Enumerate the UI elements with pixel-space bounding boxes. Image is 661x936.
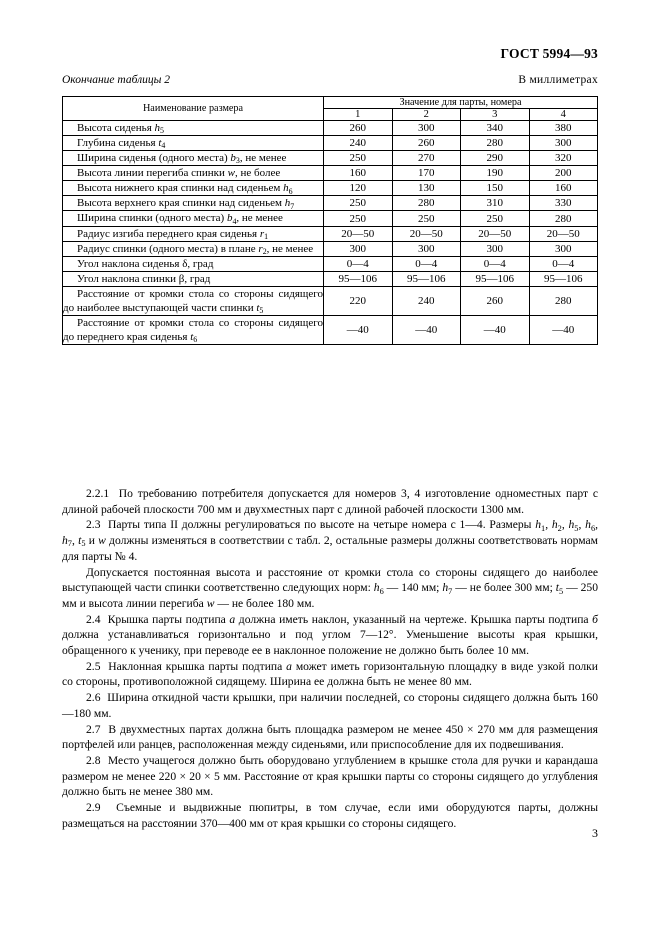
cell-value: 250	[461, 211, 530, 226]
column-header-name: Наименование размера	[63, 97, 324, 121]
cell-value: 190	[461, 166, 530, 181]
body-text-block	[62, 486, 598, 831]
cell-value: 0—4	[324, 256, 393, 271]
cell-value: 380	[529, 121, 598, 136]
cell-value: 290	[461, 151, 530, 166]
cell-value: 0—4	[529, 256, 598, 271]
row-label: Радиус изгиба переднего края сиденья $r_1$	[63, 226, 324, 241]
column-header-number-4: 4	[529, 109, 598, 121]
cell-value: 170	[392, 166, 461, 181]
row-label: Ширина сиденья (одного места) $b_3$, не менее	[63, 151, 324, 166]
cell-value: 120	[324, 181, 393, 196]
cell-value: 300	[461, 241, 530, 256]
row-label: Высота сиденья $h_5$	[63, 121, 324, 136]
paragraph-2.3: 2.3 Парты типа II должны регулироваться по высоте на четыре номера с 1—4. Размеры $h_1$, $h_2$, $h_5$, $h_6$, $h_7$, $t_5$ и w должны изменяться в соответствии с табл. 2, остальные размеры должны соответствовать нормам для парты № 4.	[62, 518, 599, 563]
cell-value: —40	[324, 316, 393, 345]
cell-value: 300	[529, 136, 598, 151]
cell-value: 330	[529, 196, 598, 211]
row-label: Ширина спинки (одного места) $b_4$, не менее	[63, 211, 324, 226]
cell-value: 280	[461, 136, 530, 151]
cell-value: 340	[461, 121, 530, 136]
table-row	[63, 196, 598, 211]
column-header-number-3: 3	[461, 109, 530, 121]
table-header-row-1	[63, 97, 598, 109]
cell-value: —40	[461, 316, 530, 345]
table-row	[63, 271, 598, 286]
row-label: Радиус спинки (одного места) в плане $r_2$, не менее	[63, 241, 324, 256]
cell-value: 240	[324, 136, 393, 151]
cell-value: 250	[324, 151, 393, 166]
table-row	[63, 241, 598, 256]
row-label: Угол наклона сиденья δ, град	[63, 256, 324, 271]
cell-value: 20—50	[324, 226, 393, 241]
page-number: 3	[592, 826, 598, 840]
cell-value: 250	[324, 211, 393, 226]
standard-number-header: ГОСТ 5994—93	[500, 46, 598, 61]
cell-value: 95—106	[392, 271, 461, 286]
table-body	[63, 121, 598, 345]
cell-value: 250	[324, 196, 393, 211]
units-note: В миллиметрах	[518, 74, 598, 86]
cell-value: 260	[461, 286, 530, 315]
row-label: Высота верхнего края спинки над сиденьем $h_7$	[63, 196, 324, 211]
table-row	[63, 211, 598, 226]
paragraph-2.2.1: 2.2.1 По требованию потребителя допускается для номеров 3, 4 изготовление одноместных парт с длиной рабочей плоскости 700 мм и двухместных парт с длиной рабочей плоскости 1300 мм.	[62, 487, 598, 516]
column-header-number-2: 2	[392, 109, 461, 121]
cell-value: 20—50	[529, 226, 598, 241]
column-header-number-1: 1	[324, 109, 393, 121]
row-label: Высота нижнего края спинки над сиденьем $h_6$	[63, 181, 324, 196]
table-caption: Окончание таблицы 2	[62, 74, 170, 86]
cell-value: 20—50	[461, 226, 530, 241]
cell-value: 160	[529, 181, 598, 196]
cell-value: 95—106	[461, 271, 530, 286]
paragraph-2.4: 2.4 Крышка парты подтипа а должна иметь наклон, указанный на чертеже. Крышка парты подтипа б должна устанавливаться горизонтально и под углом 7—12°. Уменьшение высоты края крышки, обращенного к ученику, при переводе ее в наклонное положение не должно быть более 10 мм.	[62, 612, 598, 658]
table-caption-row	[62, 74, 598, 86]
cell-value: 160	[324, 166, 393, 181]
cell-value: 20—50	[392, 226, 461, 241]
cell-value: 95—106	[529, 271, 598, 286]
cell-value: 200	[529, 166, 598, 181]
paragraph-2.7: 2.7 В двухместных партах должна быть площадка размером не менее 450 × 270 мм для размещения портфелей или ранцев, расположенная между сиденьями, или приспособление для их подвешивания.	[62, 722, 598, 752]
cell-value: 220	[324, 286, 393, 315]
table-row	[63, 121, 598, 136]
cell-value: 300	[529, 241, 598, 256]
column-header-group: Значение для парты, номера	[324, 97, 598, 109]
cell-value: 0—4	[461, 256, 530, 271]
table-row	[63, 286, 598, 315]
table-row	[63, 316, 598, 345]
table-row	[63, 226, 598, 241]
dimensions-table	[62, 96, 598, 345]
row-label: Расстояние от кромки стола со стороны сидящего до переднего края сиденья $t_6$	[63, 317, 323, 345]
row-label: Высота линии перегиба спинки w, не более	[63, 166, 324, 181]
cell-value: 280	[529, 286, 598, 315]
cell-value: 260	[324, 121, 393, 136]
cell-value: 95—106	[324, 271, 393, 286]
cell-value: 260	[392, 136, 461, 151]
paragraph-2.5: 2.5 Наклонная крышка парты подтипа а может иметь горизонтальную площадку в виде узкой полки со стороны, противоположной сидящему. Ширина ее должна быть не менее 80 мм.	[62, 659, 598, 689]
cell-value: 150	[461, 181, 530, 196]
cell-value: 320	[529, 151, 598, 166]
dimensions-table-wrapper	[62, 96, 598, 345]
table-row	[63, 151, 598, 166]
row-label: Расстояние от кромки стола со стороны сидящего до наиболее выступающей части спинки $t_5$	[63, 287, 323, 316]
paragraph-dopuskaetsya: Допускается постоянная высота и расстояние от кромки стола со стороны сидящего до наиболее выступающей части спинки соответственно следующих норм: $h_6$ — 140 мм; $h_7$ — не более 300 мм; $t_5$ — 250 мм и высота линии перегиба w — не более 180 мм.	[62, 565, 598, 610]
cell-value: 300	[324, 241, 393, 256]
cell-value: 250	[392, 211, 461, 226]
cell-value: 300	[392, 121, 461, 136]
paragraph-2.8: 2.8 Место учащегося должно быть оборудовано углублением в крышке стола для ручки и карандаша размером не менее 220 × 20 × 5 мм. Расстояние от края крышки парты со стороны сидящего до углубления должно быть не менее 380 мм.	[62, 753, 598, 799]
table-row	[63, 181, 598, 196]
cell-value: 300	[392, 241, 461, 256]
cell-value: —40	[392, 316, 461, 345]
row-label: Угол наклона спинки β, град	[63, 271, 324, 286]
cell-value: 310	[461, 196, 530, 211]
row-label: Глубина сиденья $t_4$	[63, 136, 324, 151]
cell-value: —40	[529, 316, 598, 345]
cell-value: 280	[392, 196, 461, 211]
table-row	[63, 256, 598, 271]
paragraph-2.9: 2.9 Съемные и выдвижные пюпитры, в том случае, если ими оборудуются парты, должны размещаться на расстоянии 370—400 мм от края крышки со стороны сидящего.	[62, 801, 598, 830]
cell-value: 280	[529, 211, 598, 226]
cell-value: 240	[392, 286, 461, 315]
table-row	[63, 136, 598, 151]
cell-value: 0—4	[392, 256, 461, 271]
cell-value: 130	[392, 181, 461, 196]
cell-value: 270	[392, 151, 461, 166]
table-head	[63, 97, 598, 121]
paragraph-2.6: 2.6 Ширина откидной части крышки, при наличии последней, со стороны сидящего должна быть 160—180 мм.	[62, 691, 598, 720]
table-row	[63, 166, 598, 181]
